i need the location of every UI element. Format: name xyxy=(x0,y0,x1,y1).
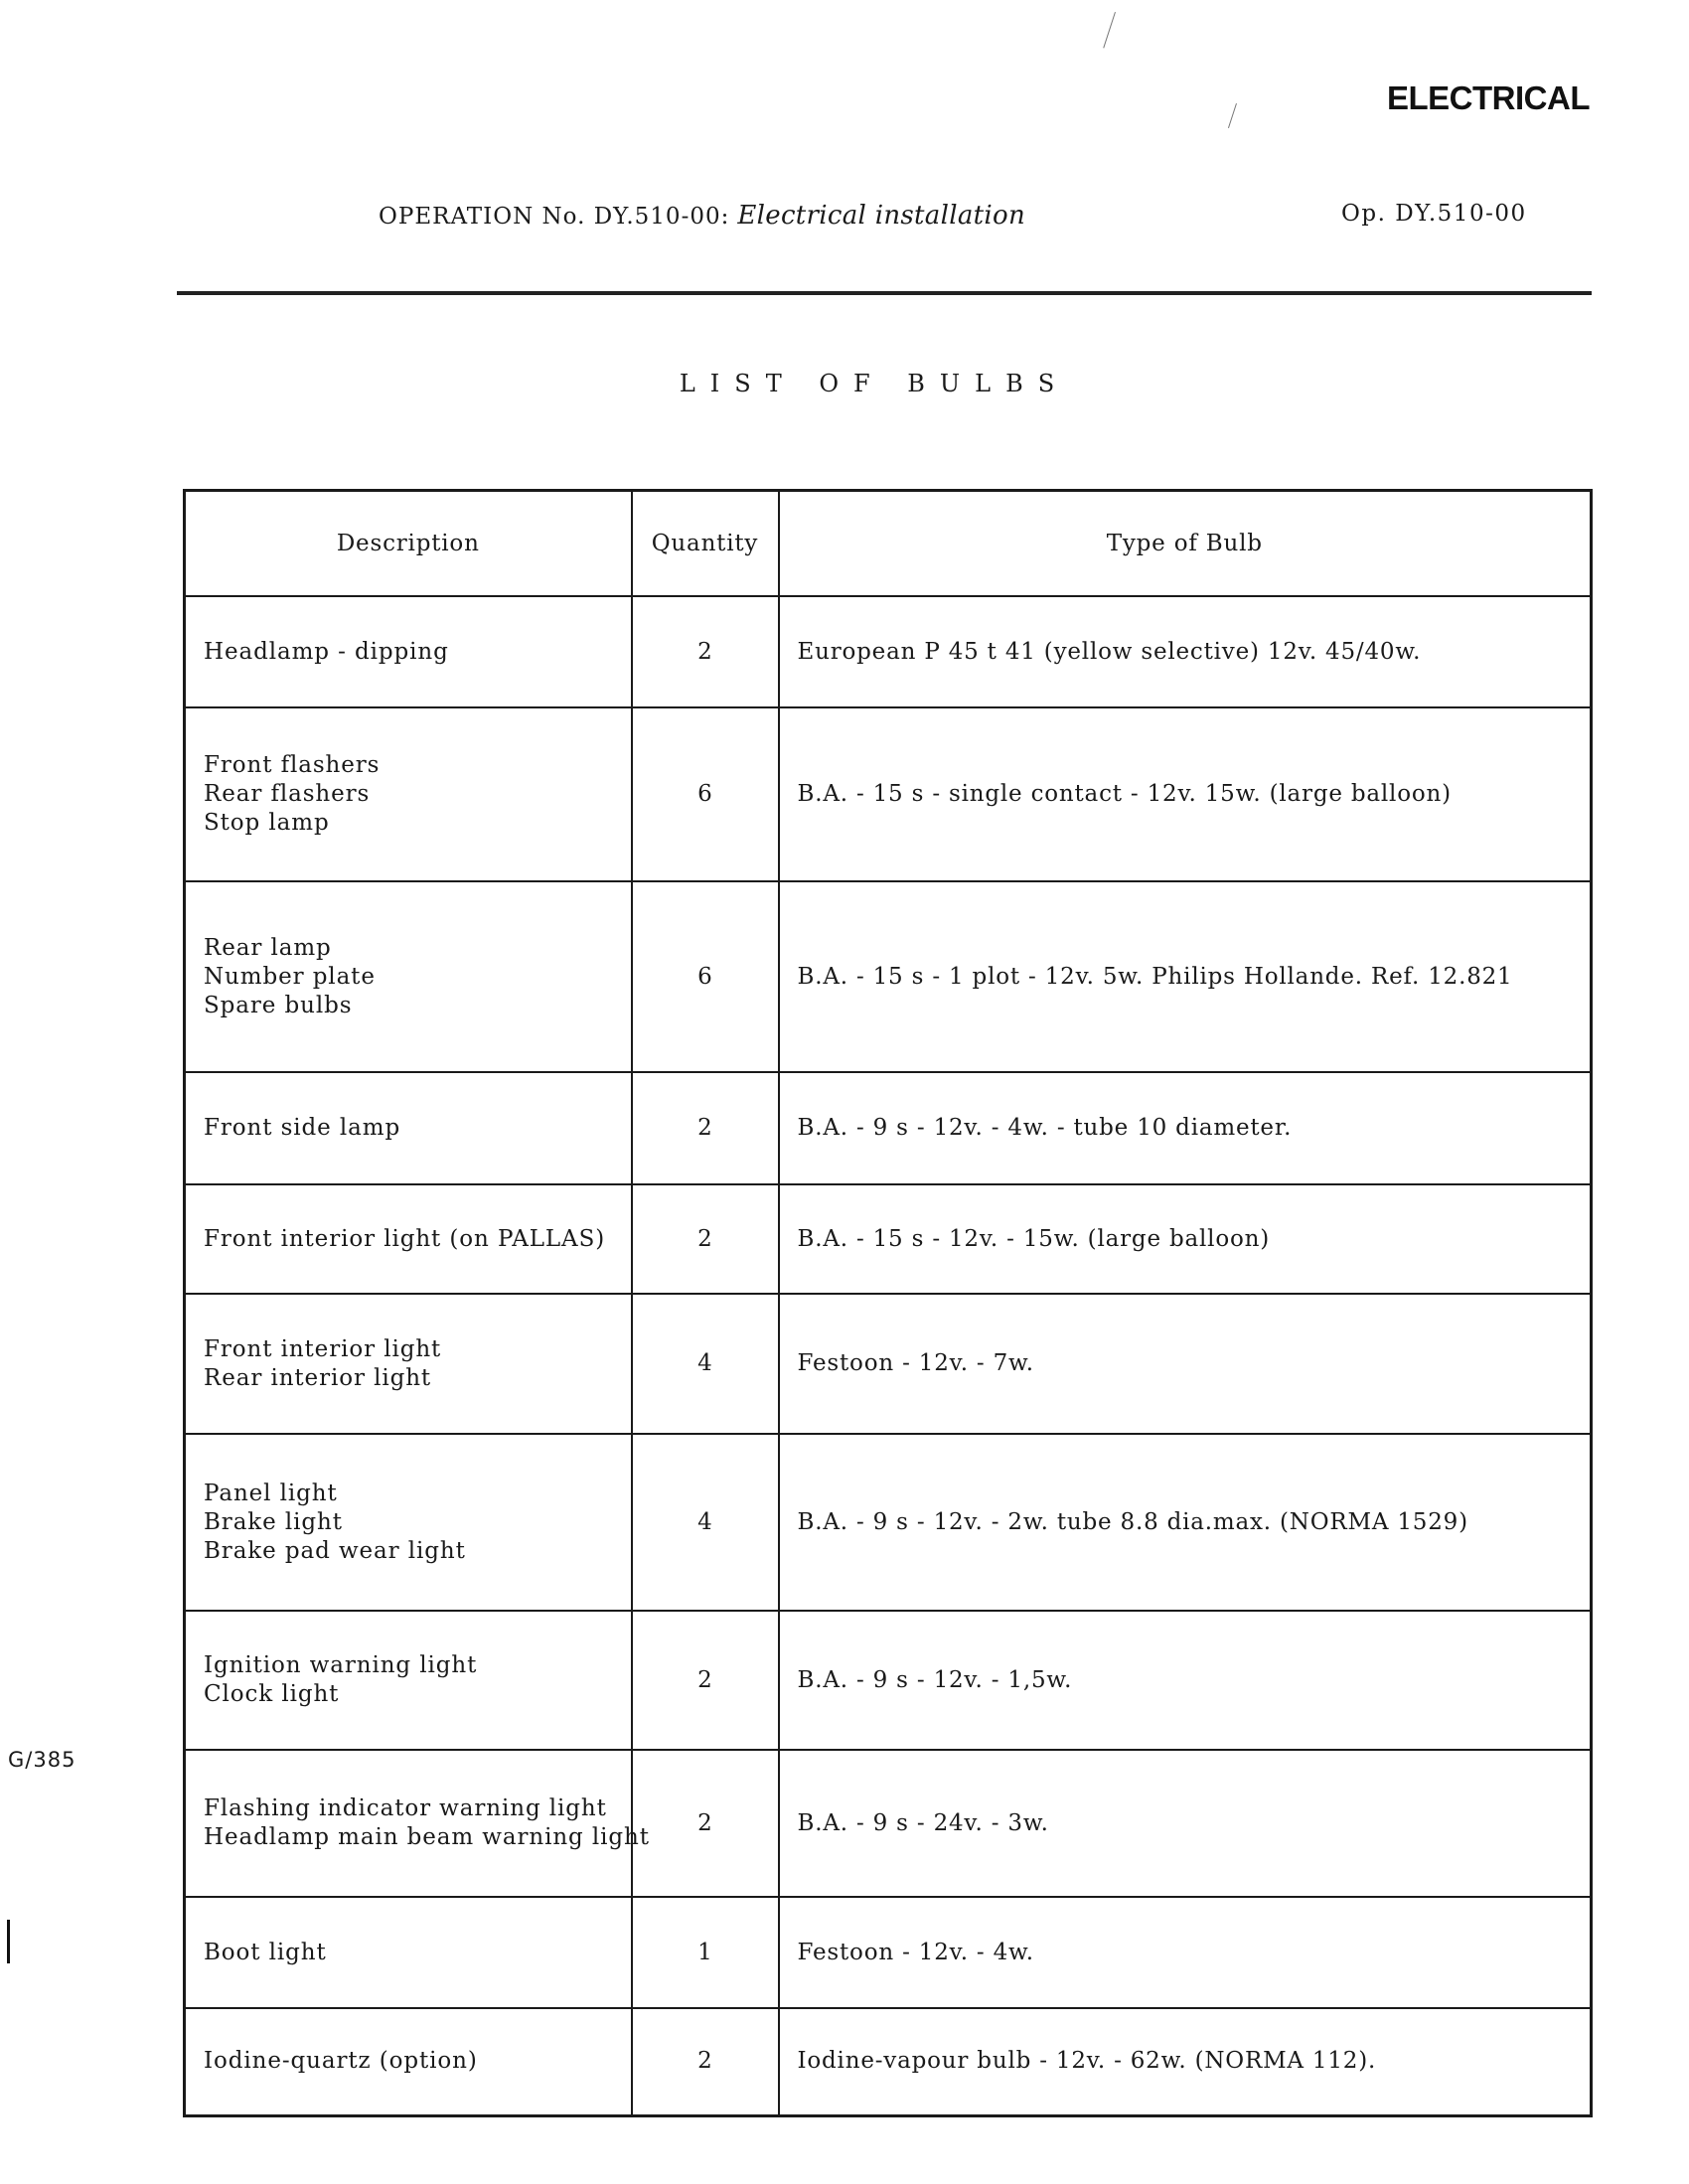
description-line: Headlamp main beam warning light xyxy=(204,1824,650,1850)
table-row xyxy=(185,1072,1592,1184)
description-cell xyxy=(185,881,632,1072)
bulb-type-cell: B.A. - 9 s - 12v. - 4w. - tube 10 diameter. xyxy=(779,1072,1592,1184)
quantity-cell: 2 xyxy=(632,596,779,707)
quantity-cell: 2 xyxy=(632,1611,779,1750)
bulb-type-cell: B.A. - 9 s - 24v. - 3w. xyxy=(779,1750,1592,1897)
quantity-cell: 2 xyxy=(632,1750,779,1897)
quantity-cell: 4 xyxy=(632,1434,779,1611)
table-header-row xyxy=(185,491,1592,597)
description-line: Rear interior light xyxy=(204,1364,432,1391)
description-line: Front side lamp xyxy=(204,1115,401,1141)
quantity-cell: 2 xyxy=(632,1184,779,1294)
bulb-type-cell: Festoon - 12v. - 7w. xyxy=(779,1294,1592,1434)
description-line: Flashing indicator warning light xyxy=(204,1795,607,1821)
table-row xyxy=(185,1750,1592,1897)
description-line: Front interior light xyxy=(204,1335,442,1362)
table-body xyxy=(185,596,1592,2115)
description-line: Rear lamp xyxy=(204,934,332,961)
bulbs-table xyxy=(183,489,1593,2117)
description-line: Stop lamp xyxy=(204,810,330,836)
operation-reference: Op. DY.510-00 xyxy=(1341,201,1527,227)
description-line: Front flashers xyxy=(204,752,381,778)
description-line: Panel light xyxy=(204,1480,338,1506)
column-header-description: Description xyxy=(185,491,632,597)
description-line: Rear flashers xyxy=(204,781,371,807)
description-line: Iodine-quartz (option) xyxy=(204,2048,478,2075)
operation-heading xyxy=(379,201,1025,231)
quantity-cell: 2 xyxy=(632,2008,779,2115)
quantity-cell: 1 xyxy=(632,1897,779,2008)
table-row xyxy=(185,1434,1592,1611)
operation-title: Electrical installation xyxy=(737,201,1025,231)
bulb-type-cell: European P 45 t 41 (yellow selective) 12v. 45/40w. xyxy=(779,596,1592,707)
scan-mark xyxy=(1228,103,1237,128)
description-cell xyxy=(185,707,632,881)
description-line: Brake pad wear light xyxy=(204,1537,466,1564)
description-line: Spare bulbs xyxy=(204,992,353,1018)
quantity-cell: 2 xyxy=(632,1072,779,1184)
table-row xyxy=(185,707,1592,881)
operation-number: OPERATION No. DY.510-00: xyxy=(379,204,730,230)
table-row xyxy=(185,596,1592,707)
quantity-cell: 6 xyxy=(632,881,779,1072)
description-cell xyxy=(185,1184,632,1294)
quantity-cell: 4 xyxy=(632,1294,779,1434)
table-row xyxy=(185,2008,1592,2115)
quantity-cell: 6 xyxy=(632,707,779,881)
column-header-quantity: Quantity xyxy=(632,491,779,597)
description-line: Brake light xyxy=(204,1508,343,1535)
description-cell xyxy=(185,1072,632,1184)
column-header-type: Type of Bulb xyxy=(779,491,1592,597)
description-cell xyxy=(185,1294,632,1434)
description-line: Headlamp - dipping xyxy=(204,638,449,665)
bulb-type-cell: Festoon - 12v. - 4w. xyxy=(779,1897,1592,2008)
bulb-type-cell: B.A. - 15 s - 12v. - 15w. (large balloon) xyxy=(779,1184,1592,1294)
table-row xyxy=(185,1184,1592,1294)
list-title: LIST OF BULBS xyxy=(679,370,1070,397)
description-cell xyxy=(185,596,632,707)
bulb-type-cell: B.A. - 9 s - 12v. - 1,5w. xyxy=(779,1611,1592,1750)
margin-code: G/385 xyxy=(8,1748,77,1772)
description-line: Boot light xyxy=(204,1939,327,1965)
description-line: Number plate xyxy=(204,963,376,990)
description-line: Clock light xyxy=(204,1681,340,1707)
description-cell xyxy=(185,1897,632,2008)
description-line: Ignition warning light xyxy=(204,1652,478,1678)
bulb-type-cell: B.A. - 15 s - 1 plot - 12v. 5w. Philips Hollande. Ref. 12.821 xyxy=(779,881,1592,1072)
description-cell xyxy=(185,1434,632,1611)
section-title: ELECTRICAL xyxy=(1387,79,1590,116)
description-cell xyxy=(185,2008,632,2115)
table-row xyxy=(185,1294,1592,1434)
table-row xyxy=(185,881,1592,1072)
bulb-type-cell: B.A. - 15 s - single contact - 12v. 15w. (large balloon) xyxy=(779,707,1592,881)
margin-change-bar xyxy=(7,1920,10,1963)
bulb-type-cell: B.A. - 9 s - 12v. - 2w. tube 8.8 dia.max. (NORMA 1529) xyxy=(779,1434,1592,1611)
table-row xyxy=(185,1611,1592,1750)
scan-mark xyxy=(1103,12,1116,48)
description-cell xyxy=(185,1750,650,1897)
table-row xyxy=(185,1897,1592,2008)
description-line: Front interior light (on PALLAS) xyxy=(204,1225,606,1252)
description-cell xyxy=(185,1611,632,1750)
header-rule xyxy=(177,291,1592,295)
bulb-type-cell: Iodine-vapour bulb - 12v. - 62w. (NORMA 112). xyxy=(779,2008,1592,2115)
